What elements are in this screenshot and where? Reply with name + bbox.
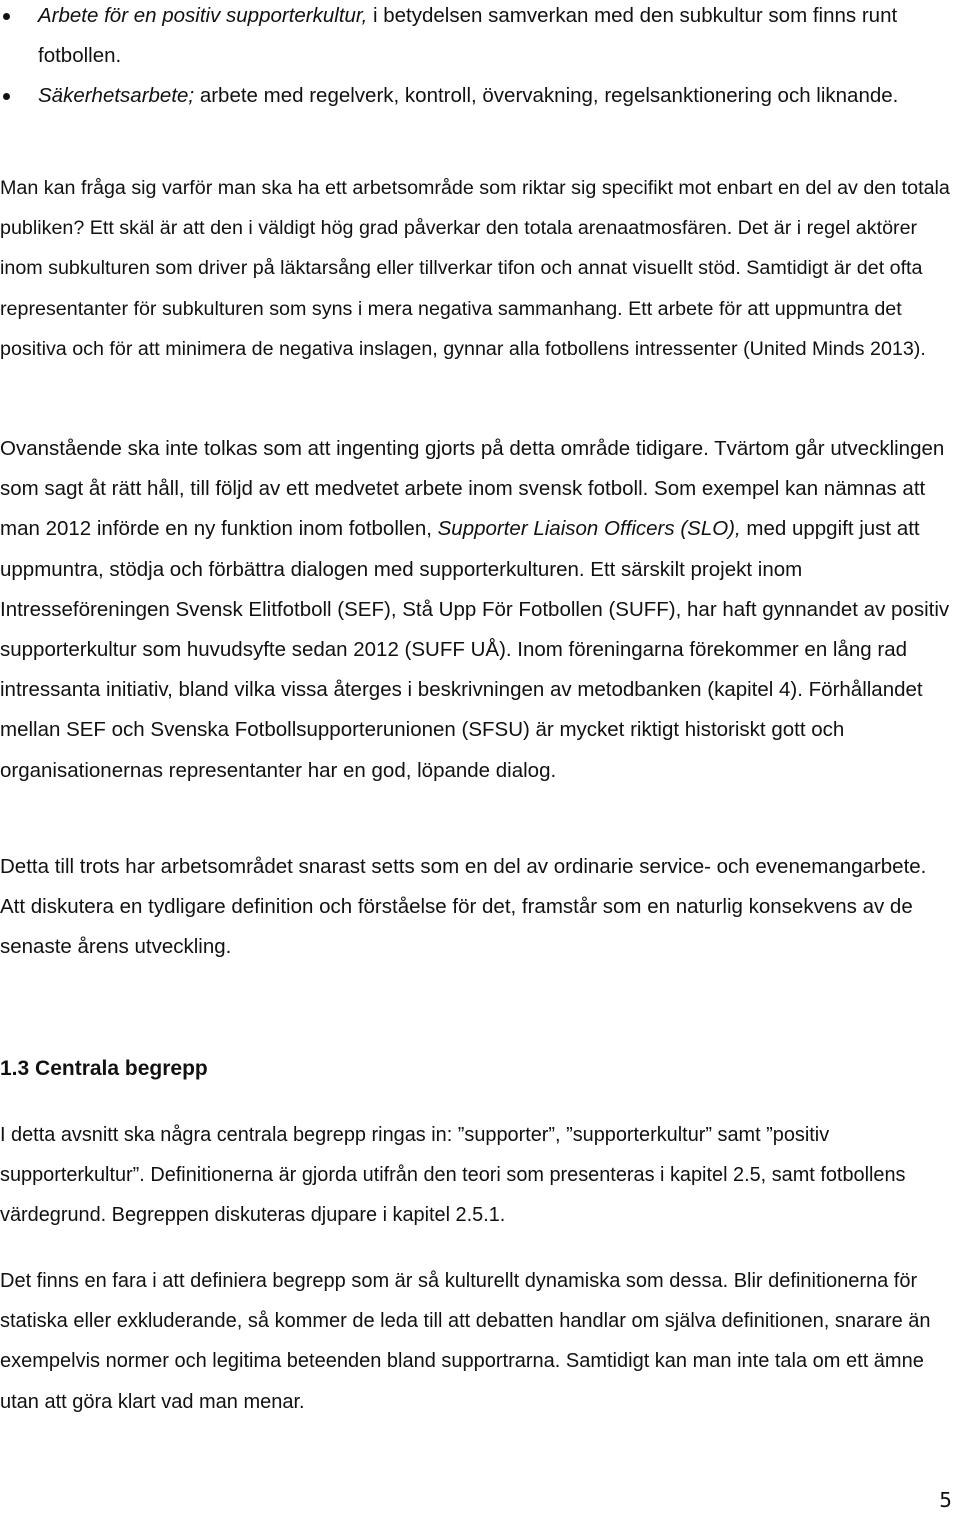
page-number: 5	[939, 1488, 952, 1512]
bullet-lead: Arbete för en positiv supporterkultur,	[38, 4, 368, 27]
bullet-icon	[3, 13, 10, 20]
bullet-text: arbete med regelverk, kontroll, övervakning, regelsanktionering och liknande.	[194, 84, 899, 107]
paragraph-slo	[0, 429, 950, 791]
list-item	[0, 0, 930, 76]
bullet-icon	[3, 93, 10, 100]
paragraph-concepts: I detta avsnitt ska några centrala begrepp ringas in: ”supporter”, ”supporterkultur” samt ”positiv supporterkultur”. Definitionerna är gjorda utifrån den teori som presenteras i kapitel 2.5, samt fotbollens värdegrund. Begreppen diskuteras djupare i kapitel 2.5.1.	[0, 1124, 906, 1227]
paragraph-arena-atmosphere: Man kan fråga sig varför man ska ha ett arbetsområde som riktar sig specifikt mot enbart en del av den totala publiken? Ett skäl är att den i väldigt hög grad påverkar den totala arenaatmosfären. Det är i regel aktörer inom subkulturen som driver på läktarsång eller tillverkar tifon och annat visuellt stöd. Samtidigt är det ofta representanter för subkulturen som syns i mera negativa sammanhang. Ett arbete för att uppmuntra det positiva och för att minimera de negativa inslagen, gynnar alla fotbollens intressenter (United Minds 2013).	[0, 177, 950, 360]
paragraph-definitions: Det finns en fara i att definiera begrepp som är så kulturellt dynamiska som dessa. Blir definitionerna för statiska eller exkluderande, så kommer de leda till att debatten handlar om själva definitionen, snarare än exempelvis normer och legitima beteenden bland supportrarna. Samtidigt kan man inte tala om ett ämne utan att göra klart vad man menar.	[0, 1270, 931, 1413]
bullet-list	[0, 0, 930, 116]
paragraph-service: Detta till trots har arbetsområdet snarast setts som en del av ordinarie service- och evenemangarbete. Att diskutera en tydligare definition och förståelse för det, framstår som en naturlig konsekvens av de senaste årens utveckling.	[0, 855, 927, 959]
bullet-text: i betydelsen samverkan med den subkultur som finns runt fotbollen.	[38, 4, 898, 67]
section-heading: 1.3 Centrala begrepp	[0, 1057, 208, 1080]
paragraph-text: Ovanstående ska inte tolkas som att ingenting gjorts på detta område tidigare. Tvärtom går utvecklingen som sagt åt rätt håll, till följd av ett medvetet arbete inom svensk fotboll. Som exempel kan nämnas att man 2012 införde en ny funktion inom fotbollen,	[0, 437, 945, 541]
paragraph-emphasis: Supporter Liaison Officers (SLO),	[437, 517, 741, 541]
bullet-lead: Säkerhetsarbete;	[38, 84, 195, 107]
paragraph-text: med uppgift just att uppmuntra, stödja och förbättra dialogen med supporterkulturen. Ett särskilt projekt inom Intresseföreningen Svensk Elitfotboll (SEF), Stå Upp För Fotbollen (SUFF), har haft gynnandet av positiv supporterkultur som huvudsyfte sedan 2012 (SUFF UÅ). Inom föreningarna förekommer en lång rad intressanta initiativ, bland vilka vissa återges i beskrivningen av metodbanken (kapitel 4). Förhållandet mellan SEF och Svenska Fotbollsupporterunionen (SFSU) är mycket riktigt historiskt gott och organisationernas representanter har en god, löpande dialog.	[0, 517, 950, 782]
list-item	[0, 76, 930, 116]
